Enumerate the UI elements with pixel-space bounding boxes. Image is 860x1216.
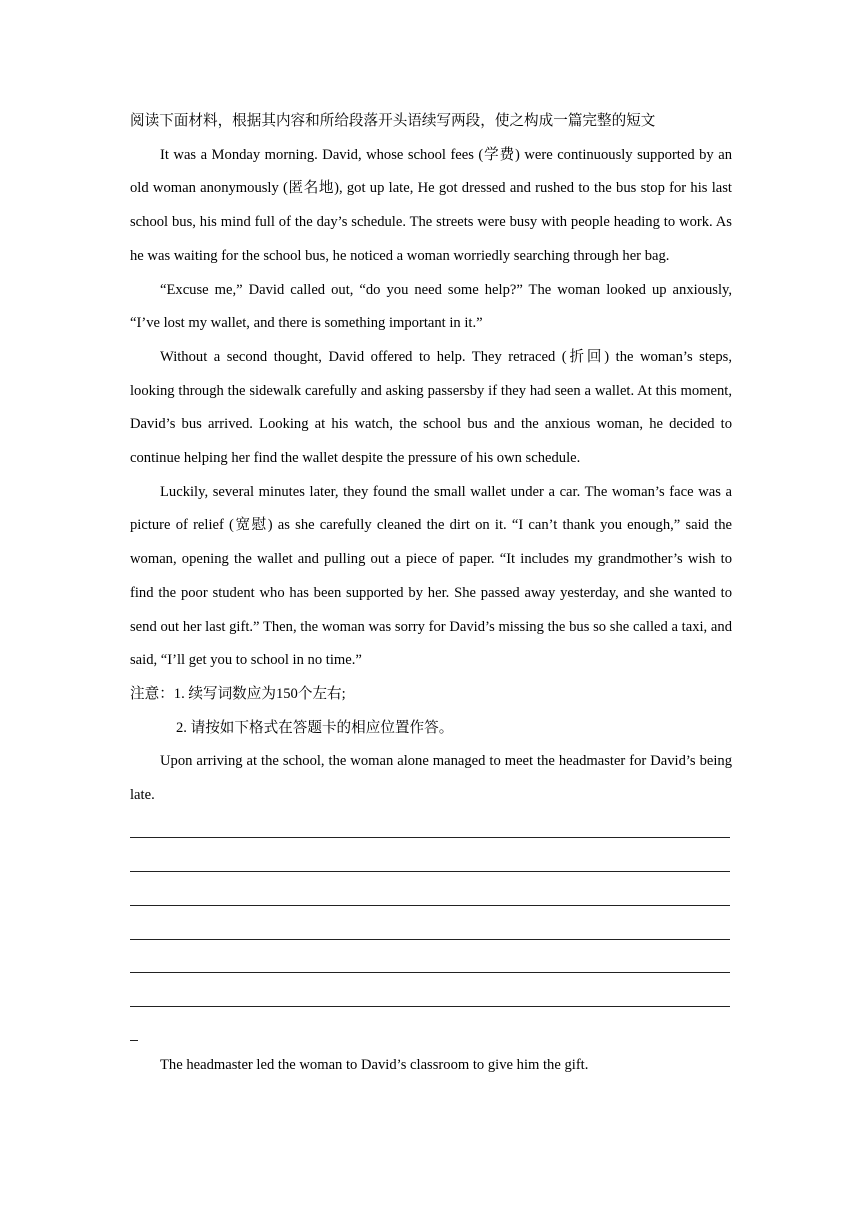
continuation-prompt-2: The headmaster led the woman to David’s classroom to give him the gift. [160,1056,589,1073]
answer-line[interactable] [130,880,732,914]
note-label: 注意： [130,685,174,702]
passage-paragraph-1: It was a Monday morning. David, whose school fees (学费) were continuously supported by an old woman anonymously (匿名地), got up late, He got dressed and rushed to the bus stop for his last school bus, his mind full of the day’s schedule. The streets were busy with people heading to work. As he was waiting for the school bus, he noticed a woman worriedly searching through her bag. [130,146,732,264]
document-page [130,105,732,1082]
answer-line-end [130,1015,732,1049]
answer-line[interactable] [130,948,732,982]
continuation-prompt-1: Upon arriving at the school, the woman alone managed to meet the headmaster for David’s being late. [130,753,732,804]
passage-paragraph-2: “Excuse me,” David called out, “do you need some help?” The woman looked up anxiously, “I’ve lost my wallet, and there is something important in it.” [130,281,732,332]
answer-line[interactable] [130,981,732,1015]
answer-line[interactable] [130,846,732,880]
note-item-1-text: 1. 续写词数应为150个左右; [173,685,346,702]
answer-line[interactable] [130,914,732,948]
passage-paragraph-3: Without a second thought, David offered to help. They retraced (折回) the woman’s steps, looking through the sidewalk carefully and asking passersby if they had seen a wallet. At this moment, David’s bus arrived. Looking at his watch, the school bus and the anxious woman, he decided to continue helping her find the wallet despite the pressure of his own schedule. [130,348,732,467]
instruction-text: 阅读下面材料，根据其内容和所给段落开头语续写两段，使之构成一篇完整的短文 [130,113,656,129]
note-item-1 [130,678,732,712]
note-item-2: 2. 请按如下格式在答题卡的相应位置作答。 [176,719,454,736]
answer-line[interactable] [130,813,732,847]
passage-paragraph-4: Luckily, several minutes later, they found the small wallet under a car. The woman’s face was a picture of relief (宽慰) as she carefully cleaned the dirt on it. “I can’t thank you enough,” said the woman, opening the wallet and pulling out a piece of paper. “It includes my grandmother’s wish to find the poor student who has been supported by her. She passed away yesterday, and she wanted to send out her last gift.” Then, the woman was sorry for David’s missing the bus so she called a taxi, and said, “I’ll get you to school in no time.” [130,483,732,669]
